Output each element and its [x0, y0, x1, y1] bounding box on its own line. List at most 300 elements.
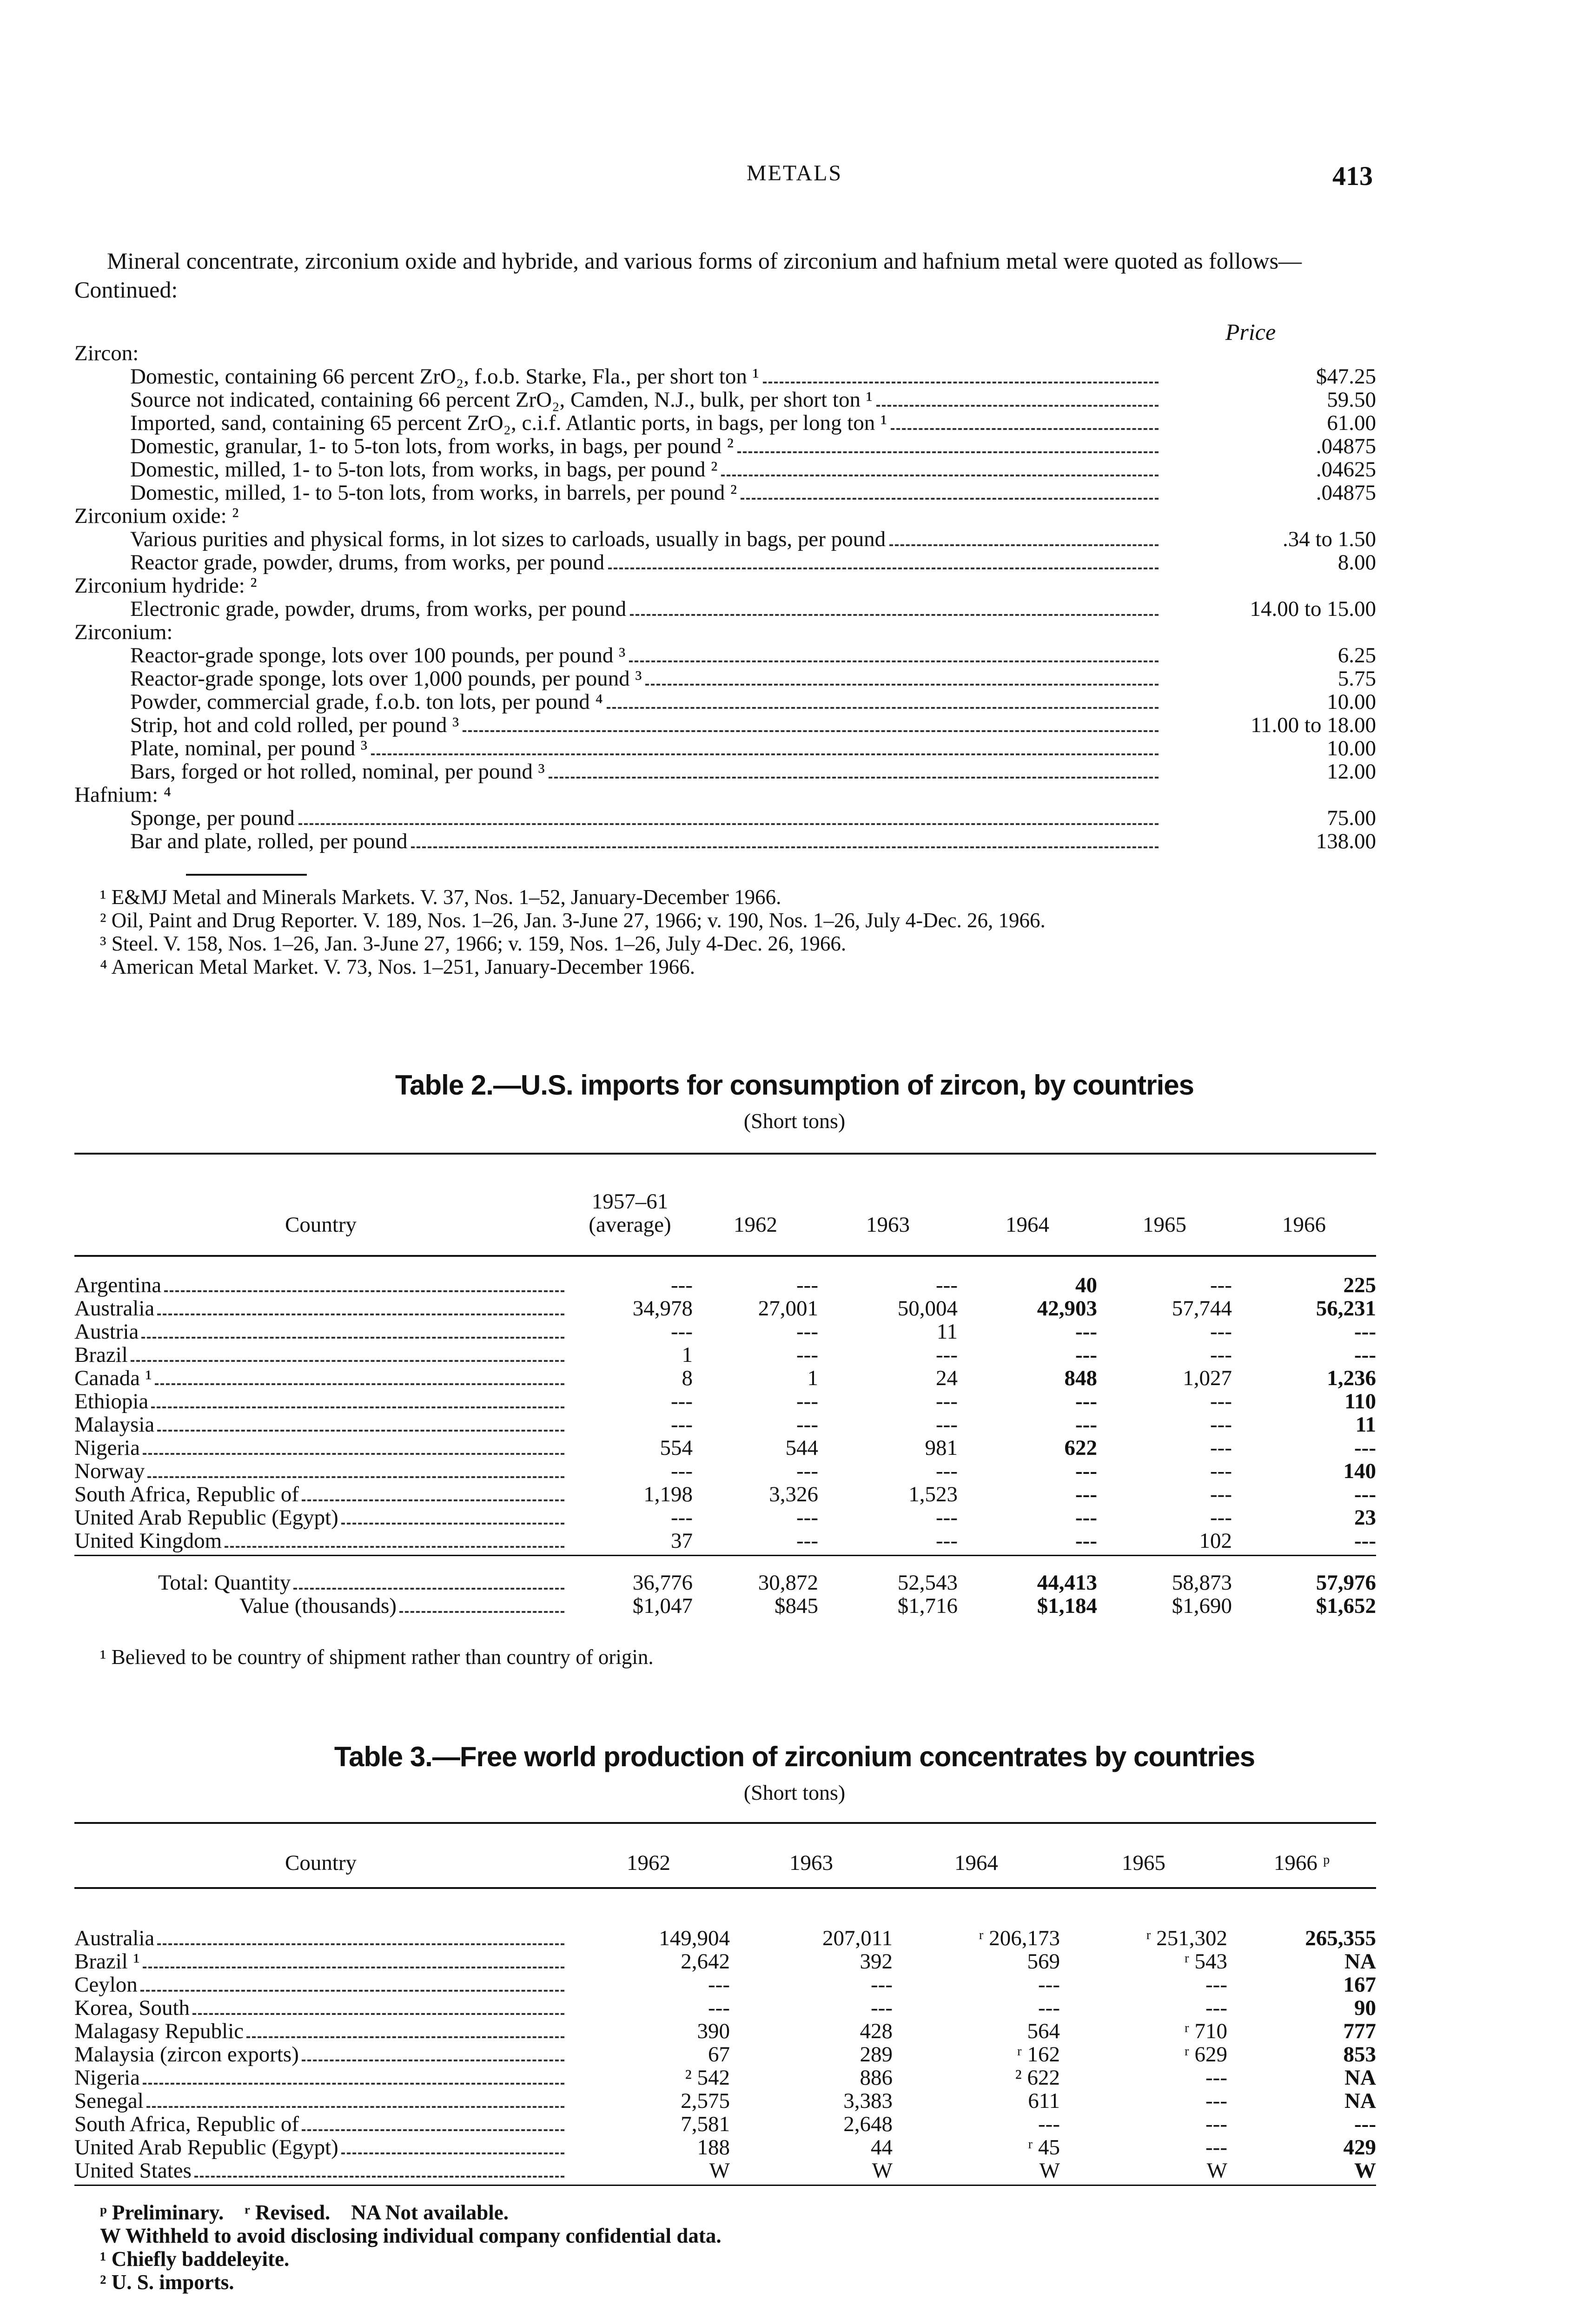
table3-cell: NA — [1344, 1949, 1376, 1974]
table2-cell: 11 — [1355, 1413, 1376, 1437]
price-value: 61.00 — [1327, 411, 1376, 435]
table3-footnote: W Withheld to avoid disclosing individual company confidential data. — [100, 2224, 722, 2247]
table2-cell: 1 — [807, 1366, 818, 1390]
price-value: 11.00 to 18.00 — [1251, 713, 1376, 737]
table3-country-label: Brazil ¹ — [74, 1949, 140, 1974]
leader-dots — [411, 846, 1159, 848]
leader-dots — [302, 2060, 564, 2061]
table3-cell: ʳ 251,302 — [1146, 1926, 1227, 1950]
table3-cell: --- — [708, 1973, 730, 1997]
table3-country — [74, 2136, 567, 2160]
table2-cell: 1 — [682, 1343, 693, 1367]
table2-total-cell: 52,543 — [897, 1571, 958, 1595]
table2-country — [74, 1343, 567, 1367]
table3-cell: W — [872, 2159, 893, 2183]
table2-country — [74, 1390, 567, 1414]
table3-cell: --- — [1205, 2135, 1227, 2159]
table3-cell: NA — [1344, 2066, 1376, 2090]
table2-country — [74, 1483, 567, 1507]
running-head: METALS — [746, 161, 843, 185]
leader-dots — [164, 1290, 564, 1292]
table2-cell: 27,001 — [758, 1296, 818, 1320]
leader-dots — [143, 1967, 564, 1968]
price-item-label: Source not indicated, containing 66 percent ZrO₂, Camden, N.J., bulk, per short ton ¹ — [130, 388, 873, 412]
table2-cell: 622 — [1064, 1436, 1097, 1460]
table3-cell: --- — [1205, 2089, 1227, 2113]
price-footnote: ¹ E&MJ Metal and Minerals Markets. V. 37, Nos. 1–52, January-December 1966. — [100, 885, 781, 909]
footnote-rule — [186, 874, 307, 876]
table3-bottom-rule — [74, 2185, 1376, 2186]
table2-cell: 34,978 — [632, 1296, 693, 1320]
table2-cell: --- — [1210, 1389, 1232, 1413]
table2-cell: --- — [1210, 1343, 1232, 1367]
table2-cell: 102 — [1199, 1529, 1232, 1553]
table3-col-year: 1963 — [789, 1851, 833, 1875]
table2-cell: --- — [671, 1273, 693, 1297]
table3-country-label: United States — [74, 2159, 192, 2183]
leader-dots — [151, 1406, 564, 1408]
table2-total-row — [74, 1571, 1376, 1594]
table3-cell: 90 — [1354, 1996, 1376, 2020]
table2-header-rule — [74, 1255, 1376, 1257]
table2-col-year: 1963 — [866, 1213, 910, 1237]
price-value: 12.00 — [1327, 759, 1376, 784]
leader-dots — [737, 451, 1159, 453]
table3-country-label: Australia — [74, 1926, 155, 1950]
price-group-title: Hafnium: ⁴ — [74, 783, 172, 807]
table2-cell: --- — [1210, 1505, 1232, 1530]
table3-footnote: ᵖ Preliminary. ʳ Revised. NA Not available. — [100, 2201, 509, 2224]
table2-cell: 981 — [925, 1436, 958, 1460]
table3-col-year: 1962 — [627, 1851, 670, 1875]
table2-col-country: Country — [285, 1213, 357, 1237]
price-item-label: Bar and plate, rolled, per pound — [130, 829, 408, 853]
table3-country — [74, 2159, 567, 2183]
leader-dots — [741, 498, 1159, 500]
table2-cell: --- — [1354, 1320, 1376, 1344]
table3-country — [74, 2089, 567, 2113]
table2-cell: --- — [936, 1273, 958, 1297]
table2-country — [74, 1274, 567, 1298]
leader-dots — [721, 475, 1159, 476]
table2-col-year: 1962 — [734, 1213, 777, 1237]
price-row — [74, 713, 1376, 737]
table2-total-label-text: Value (thousands) — [239, 1594, 397, 1618]
table3-cell: ʳ 710 — [1184, 2019, 1227, 2043]
leader-dots — [147, 1476, 564, 1478]
price-value: .04625 — [1316, 457, 1376, 482]
table3-cell: 2,575 — [681, 2089, 730, 2113]
table2-cell: 24 — [936, 1366, 958, 1390]
table3-cell: --- — [1038, 1996, 1060, 2020]
leader-dots — [607, 707, 1159, 709]
table2-total-cell: $1,652 — [1316, 1594, 1376, 1618]
price-value: 138.00 — [1316, 829, 1376, 853]
table2-cell: --- — [671, 1389, 693, 1413]
table2-total-cell: $845 — [775, 1594, 818, 1618]
table2-cell: 3,326 — [769, 1482, 818, 1506]
price-value: 59.50 — [1327, 388, 1376, 412]
table2-cell: --- — [1075, 1343, 1097, 1367]
table3-cell: NA — [1344, 2089, 1376, 2113]
table3-cell: 207,011 — [822, 1926, 893, 1950]
price-list — [74, 342, 1376, 853]
leader-dots — [341, 1523, 564, 1525]
table2-col-year: 1966 — [1282, 1213, 1326, 1237]
table2-cell: --- — [1075, 1505, 1097, 1530]
table2-row — [74, 1274, 1376, 1297]
price-row — [74, 388, 1376, 411]
table2-cell: --- — [671, 1505, 693, 1530]
table3-cell: --- — [1038, 2112, 1060, 2136]
table3-cell: 611 — [1028, 2089, 1060, 2113]
table2-country-label: Austria — [74, 1320, 139, 1344]
table2-country-label: South Africa, Republic of — [74, 1482, 299, 1506]
price-value: 8.00 — [1337, 550, 1376, 574]
table2-row — [74, 1343, 1376, 1367]
leader-dots — [143, 1453, 564, 1455]
table2-cell: --- — [936, 1459, 958, 1483]
table3-country-label: South Africa, Republic of — [74, 2112, 299, 2136]
table3-country — [74, 2066, 567, 2090]
price-group-title: Zirconium oxide: ² — [74, 504, 239, 528]
table3-cell: 392 — [860, 1949, 893, 1974]
table2-row — [74, 1459, 1376, 1483]
leader-dots — [140, 1990, 564, 1992]
leader-dots — [194, 2176, 564, 2178]
table3-cell: 289 — [860, 2042, 893, 2067]
table3-row — [74, 2043, 1376, 2066]
table2-cell: --- — [1075, 1389, 1097, 1413]
table2-row — [74, 1506, 1376, 1529]
price-group-title: Zircon: — [74, 341, 139, 365]
table3-cell: --- — [1205, 2066, 1227, 2090]
price-group-title: Zirconium hydride: ² — [74, 574, 257, 598]
table2-total-cell: 36,776 — [632, 1571, 693, 1595]
table2-cell: --- — [796, 1459, 818, 1483]
table2-cell: 1,523 — [908, 1482, 958, 1506]
price-row — [74, 365, 1376, 388]
table3 — [74, 1848, 1376, 2182]
intro-paragraph: Mineral concentrate, zirconium oxide and hybride, and various forms of zirconium and hafnium metal were quoted as follows—Continued: — [74, 248, 1302, 303]
table2-total-cell: $1,716 — [897, 1594, 958, 1618]
table2-cell: 1,027 — [1183, 1366, 1232, 1390]
table3-country-label: Senegal — [74, 2089, 144, 2113]
table2-cell: --- — [936, 1343, 958, 1367]
price-value: .04875 — [1316, 434, 1376, 458]
table2-cell: --- — [1075, 1459, 1097, 1483]
price-item-label: Imported, sand, containing 65 percent ZrO₂, c.i.f. Atlantic ports, in bags, per long ton ¹ — [130, 411, 887, 435]
table2-total-row — [74, 1594, 1376, 1618]
table2 — [74, 1167, 1376, 1618]
table2-country-label: Nigeria — [74, 1436, 140, 1460]
table2-country-label: Australia — [74, 1296, 155, 1320]
price-item-label: Strip, hot and cold rolled, per pound ³ — [130, 713, 459, 737]
price-item-label: Domestic, containing 66 percent ZrO₂, f.o.b. Starke, Fla., per short ton ¹ — [130, 364, 759, 389]
leader-dots — [629, 660, 1159, 662]
leader-dots — [302, 1499, 564, 1501]
price-row — [74, 458, 1376, 481]
table3-cell: --- — [1205, 1973, 1227, 1997]
table3-subtitle: (Short tons) — [743, 1781, 846, 1804]
table3-cell: 777 — [1343, 2019, 1376, 2043]
table2-cell: --- — [796, 1389, 818, 1413]
table3-cell: --- — [871, 1973, 893, 1997]
table3-footnotes — [100, 2201, 1355, 2294]
table2-country-label: Canada ¹ — [74, 1366, 152, 1390]
table2-total-cell: 44,413 — [1037, 1571, 1097, 1595]
table3-cell: 3,383 — [843, 2089, 893, 2113]
table2-cell: --- — [936, 1389, 958, 1413]
leader-dots — [143, 2083, 564, 2085]
table2-cell: --- — [1210, 1482, 1232, 1506]
leader-dots — [298, 823, 1159, 825]
table3-cell: ʳ 543 — [1184, 1949, 1227, 1974]
table3-country — [74, 2020, 567, 2044]
table2-country — [74, 1367, 567, 1391]
table2-cell: --- — [671, 1459, 693, 1483]
price-row — [74, 597, 1376, 621]
table2-total-cell: 57,976 — [1316, 1571, 1376, 1595]
table2-cell: --- — [936, 1413, 958, 1437]
table3-row — [74, 1996, 1376, 2020]
table3-cell: 167 — [1343, 1973, 1376, 1997]
table3-cell: 564 — [1027, 2019, 1060, 2043]
table2-row — [74, 1529, 1376, 1552]
leader-dots — [131, 1360, 564, 1362]
price-row — [74, 760, 1376, 783]
leader-dots — [889, 544, 1159, 546]
table2-cell: 1,236 — [1327, 1366, 1376, 1390]
table2-country-label: Norway — [74, 1459, 145, 1483]
price-item-label: Powder, commercial grade, f.o.b. ton lots, per pound ⁴ — [130, 690, 603, 714]
table3-col-year: 1965 — [1122, 1851, 1165, 1875]
table3-row — [74, 2136, 1376, 2159]
table2-subtitle: (Short tons) — [743, 1109, 846, 1133]
table2-row — [74, 1367, 1376, 1390]
price-item-label: Bars, forged or hot rolled, nominal, per pound ³ — [130, 759, 545, 784]
table2-cell: --- — [1210, 1459, 1232, 1483]
table2-bottom-rule — [74, 1555, 1376, 1556]
table3-cell: --- — [1354, 2112, 1376, 2136]
table2-country — [74, 1436, 567, 1460]
table2-cell: --- — [796, 1343, 818, 1367]
table3-cell: ʳ 45 — [1028, 2135, 1060, 2159]
table3-cell: --- — [1038, 1973, 1060, 1997]
table3-row — [74, 2089, 1376, 2113]
table3-cell: W — [709, 2159, 730, 2183]
price-row — [74, 830, 1376, 853]
table3-cell: ² 542 — [685, 2066, 730, 2090]
price-item-label: Reactor-grade sponge, lots over 1,000 pounds, per pound ³ — [130, 667, 642, 691]
table3-title: Table 3.—Free world production of zirconium concentrates by countries — [334, 1741, 1255, 1772]
table3-cell: --- — [708, 1996, 730, 2020]
price-row — [74, 806, 1376, 830]
price-value: 5.75 — [1337, 667, 1376, 691]
table3-cell: 67 — [708, 2042, 730, 2067]
price-value: .34 to 1.50 — [1282, 527, 1376, 551]
price-row — [74, 481, 1376, 504]
price-value: .04875 — [1316, 481, 1376, 505]
table2-country-label: Malaysia — [74, 1413, 155, 1437]
leader-dots — [157, 1314, 564, 1315]
price-item-label: Various purities and physical forms, in lot sizes to carloads, usually in bags, per pound — [130, 527, 886, 551]
table2-cell: --- — [796, 1529, 818, 1553]
table2-country — [74, 1320, 567, 1344]
table2-col-year: 1965 — [1143, 1213, 1186, 1237]
price-column-heading: Price — [1225, 319, 1276, 345]
table2-col-year: 1964 — [1006, 1213, 1049, 1237]
table2-cell: 544 — [785, 1436, 818, 1460]
table2-country — [74, 1529, 567, 1553]
table2-row — [74, 1390, 1376, 1413]
table3-row — [74, 1950, 1376, 1973]
table2-cell: --- — [1075, 1482, 1097, 1506]
table2-cell: 225 — [1343, 1273, 1376, 1297]
table2-country-label: Ethiopia — [74, 1389, 149, 1413]
table3-cell: --- — [1205, 2112, 1227, 2136]
table3-cell: 569 — [1027, 1949, 1060, 1974]
leader-dots — [608, 568, 1159, 569]
table2-cell: 140 — [1343, 1459, 1376, 1483]
table2-country — [74, 1459, 567, 1484]
table2-cell: 56,231 — [1316, 1296, 1376, 1320]
price-footnotes — [74, 885, 1376, 978]
price-item-label: Domestic, milled, 1- to 5-ton lots, from works, in bags, per pound ² — [130, 457, 718, 482]
table2-total-cell: 30,872 — [758, 1571, 818, 1595]
price-value: 10.00 — [1327, 736, 1376, 760]
price-value: 14.00 to 15.00 — [1250, 597, 1376, 621]
table2-title: Table 2.—U.S. imports for consumption of zircon, by countries — [395, 1070, 1194, 1101]
table3-cell: 886 — [860, 2066, 893, 2090]
table3-cell: 429 — [1343, 2135, 1376, 2159]
table3-cell: 428 — [860, 2019, 893, 2043]
table2-cell: 37 — [671, 1529, 693, 1553]
table2-cell: 23 — [1354, 1505, 1376, 1530]
table2-cell: 110 — [1344, 1389, 1376, 1413]
price-row — [74, 411, 1376, 435]
price-item-label: Sponge, per pound — [130, 806, 295, 830]
table2-footnote: ¹ Believed to be country of shipment rather than country of origin. — [100, 1645, 654, 1669]
table2-row — [74, 1320, 1376, 1343]
leader-dots — [645, 684, 1159, 686]
price-value: 10.00 — [1327, 690, 1376, 714]
table3-country — [74, 2113, 567, 2137]
table2-cell: --- — [796, 1413, 818, 1437]
table3-row — [74, 1927, 1376, 1950]
table3-country-label: Ceylon — [74, 1973, 138, 1997]
leader-dots — [371, 753, 1159, 755]
price-row — [74, 435, 1376, 458]
table3-top-rule — [74, 1822, 1376, 1824]
price-row — [74, 737, 1376, 760]
table3-cell: ʳ 162 — [1017, 2042, 1060, 2067]
table2-cell: --- — [796, 1320, 818, 1344]
table2-cell: --- — [1210, 1436, 1232, 1460]
table2-cell: --- — [1354, 1482, 1376, 1506]
table3-country-label: Malaysia (zircon exports) — [74, 2042, 299, 2067]
table2-row — [74, 1297, 1376, 1320]
price-row — [74, 528, 1376, 551]
table3-country — [74, 1950, 567, 1974]
table3-country — [74, 2043, 567, 2067]
price-item-label: Reactor-grade sponge, lots over 100 pounds, per pound ³ — [130, 643, 626, 667]
table3-cell: W — [1206, 2159, 1227, 2183]
table3-cell: 188 — [697, 2135, 730, 2159]
table2-cell: 57,744 — [1172, 1296, 1232, 1320]
table2-cell: 40 — [1075, 1273, 1097, 1297]
table3-cell: 7,581 — [681, 2112, 730, 2136]
leader-dots — [146, 2106, 564, 2108]
table2-cell: --- — [1210, 1413, 1232, 1437]
table3-row — [74, 2159, 1376, 2182]
table3-cell: 44 — [871, 2135, 893, 2159]
table2-cell: 11 — [936, 1320, 958, 1344]
table3-cell: 265,355 — [1305, 1926, 1376, 1950]
table3-cell: --- — [1205, 1996, 1227, 2020]
table3-country-label: Korea, South — [74, 1996, 190, 2020]
table2-cell: --- — [671, 1413, 693, 1437]
table2-cell: --- — [936, 1505, 958, 1530]
price-row — [74, 551, 1376, 574]
table3-col-year: 1966 ᵖ — [1273, 1851, 1330, 1875]
table2-cell: --- — [1075, 1413, 1097, 1437]
page-number: 413 — [1332, 161, 1373, 191]
table2-cell: --- — [1354, 1343, 1376, 1367]
table3-cell: 390 — [697, 2019, 730, 2043]
table3-country — [74, 1973, 567, 1997]
price-item-label: Reactor grade, powder, drums, from works, per pound — [130, 550, 605, 574]
leader-dots — [891, 428, 1159, 430]
leader-dots — [225, 1546, 564, 1548]
table2-cell: --- — [1075, 1320, 1097, 1344]
leader-dots — [549, 777, 1159, 779]
table2-country-label: Brazil — [74, 1343, 128, 1367]
price-item-label: Electronic grade, powder, drums, from works, per pound — [130, 597, 627, 621]
leader-dots — [155, 1383, 564, 1385]
table3-header-rule — [74, 1887, 1376, 1889]
table2-cell: 50,004 — [897, 1296, 958, 1320]
table2-header-row — [74, 1167, 1376, 1246]
leader-dots — [399, 1611, 564, 1613]
table3-cell: W — [1039, 2159, 1060, 2183]
table2-total-label — [74, 1594, 567, 1618]
table2-country-label: United Kingdom — [74, 1529, 222, 1553]
table2-cell: 1,198 — [643, 1482, 693, 1506]
leader-dots — [630, 614, 1159, 616]
price-item-label: Domestic, granular, 1- to 5-ton lots, from works, in bags, per pound ² — [130, 434, 734, 458]
leader-dots — [157, 1430, 564, 1432]
price-value: 75.00 — [1327, 806, 1376, 830]
leader-dots — [293, 1588, 564, 1590]
price-footnote: ² Oil, Paint and Drug Reporter. V. 189, Nos. 1–26, Jan. 3-June 27, 1966; v. 190, Nos. 1–26, July 4-Dec. 26, 1966. — [100, 909, 1046, 932]
table2-row — [74, 1483, 1376, 1506]
table3-header-row — [74, 1848, 1376, 1880]
table3-row — [74, 1973, 1376, 1996]
price-footnote: ⁴ American Metal Market. V. 73, Nos. 1–251, January-December 1966. — [100, 955, 695, 978]
table2-cell: 554 — [660, 1436, 693, 1460]
table2-country-label: United Arab Republic (Egypt) — [74, 1505, 338, 1530]
table2-row — [74, 1413, 1376, 1436]
leader-dots — [341, 2152, 564, 2154]
table2-cell: --- — [796, 1505, 818, 1530]
table3-cell: 2,648 — [843, 2112, 893, 2136]
table3-cell: ʳ 629 — [1184, 2042, 1227, 2067]
table2-total-label-text: Total: Quantity — [158, 1571, 291, 1595]
table2-col-year: 1957–61 (average) — [589, 1189, 671, 1237]
table2-cell: 8 — [682, 1366, 693, 1390]
table2-country — [74, 1413, 567, 1437]
